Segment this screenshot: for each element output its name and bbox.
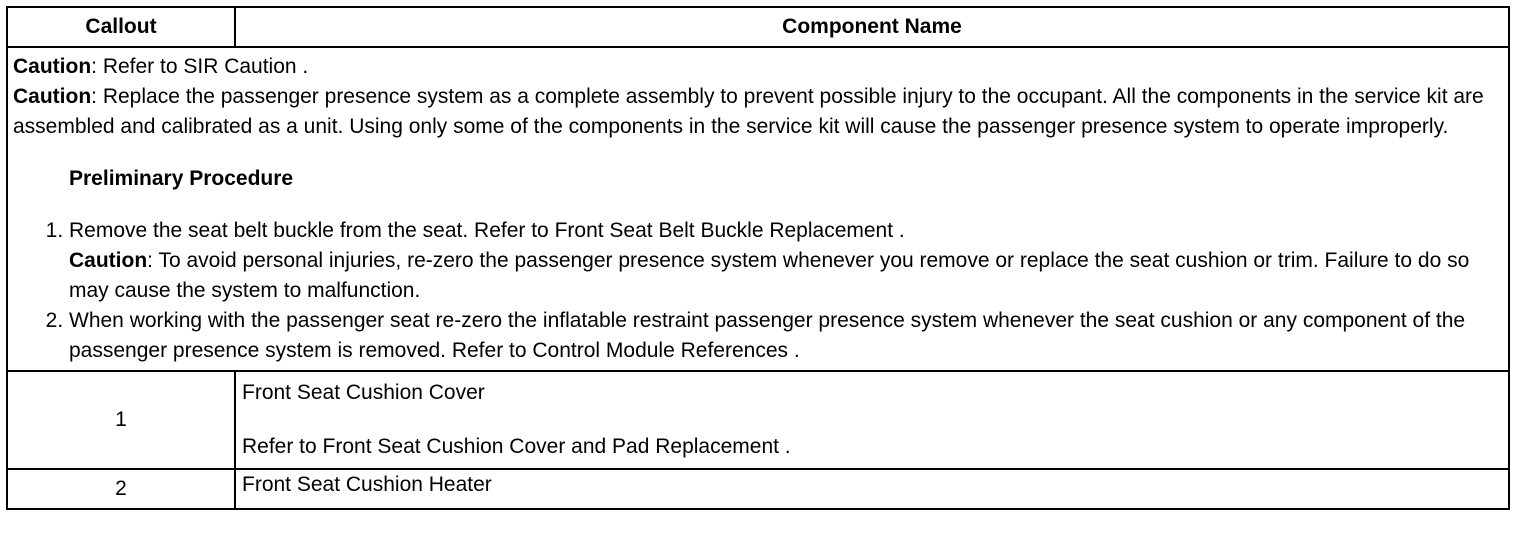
caution-label: Caution [69, 249, 148, 272]
callout-number: 1 [7, 371, 235, 469]
preliminary-procedure-title: Preliminary Procedure [69, 167, 294, 190]
component-name: Front Seat Cushion Cover [242, 381, 485, 404]
caution-label: Caution [13, 55, 92, 78]
caution-text: : Replace the passenger presence system as a complete assembly to prevent possible injury to the occupant. All the components in the service kit are assembled and calibrated as a unit. Using only some of the components in the service kit will cause the passenger presence system to operate improperly. [13, 85, 1484, 138]
step-text: When working with the passenger seat re-zero the inflatable restraint passenger presence system whenever the seat cushion or any component of the passenger presence system is removed. Refer to Control Module References . [69, 309, 1466, 362]
component-note: Refer to Front Seat Cushion Cover and Pad Replacement . [242, 435, 791, 458]
intro-row [7, 47, 1509, 371]
caution-text: : Refer to SIR Caution . [91, 55, 309, 78]
component-cell [235, 371, 1509, 469]
caution-assembly [13, 82, 1504, 142]
table-header-row [7, 7, 1509, 47]
caution-label: Caution [13, 85, 92, 108]
procedure-table [6, 6, 1510, 510]
callout-header: Callout [7, 7, 235, 47]
caution-text: : To avoid personal injuries, re-zero the passenger presence system whenever you remove or replace the seat cushion or trim. Failure to do so may cause the system to malfunction. [69, 249, 1470, 302]
callout-number: 2 [7, 469, 235, 509]
procedure-steps [13, 216, 1504, 366]
caution-sir [13, 52, 1504, 82]
intro-cell [7, 47, 1509, 371]
step-item [69, 306, 1504, 366]
table-row [7, 371, 1509, 469]
component-name: Front Seat Cushion Heater [235, 469, 1509, 509]
table-row [7, 469, 1509, 509]
step-text: Remove the seat belt buckle from the seat. Refer to Front Seat Belt Buckle Replacement . [69, 219, 905, 242]
step-caution [69, 246, 1504, 306]
step-item [69, 216, 1504, 306]
component-name-header: Component Name [235, 7, 1509, 47]
